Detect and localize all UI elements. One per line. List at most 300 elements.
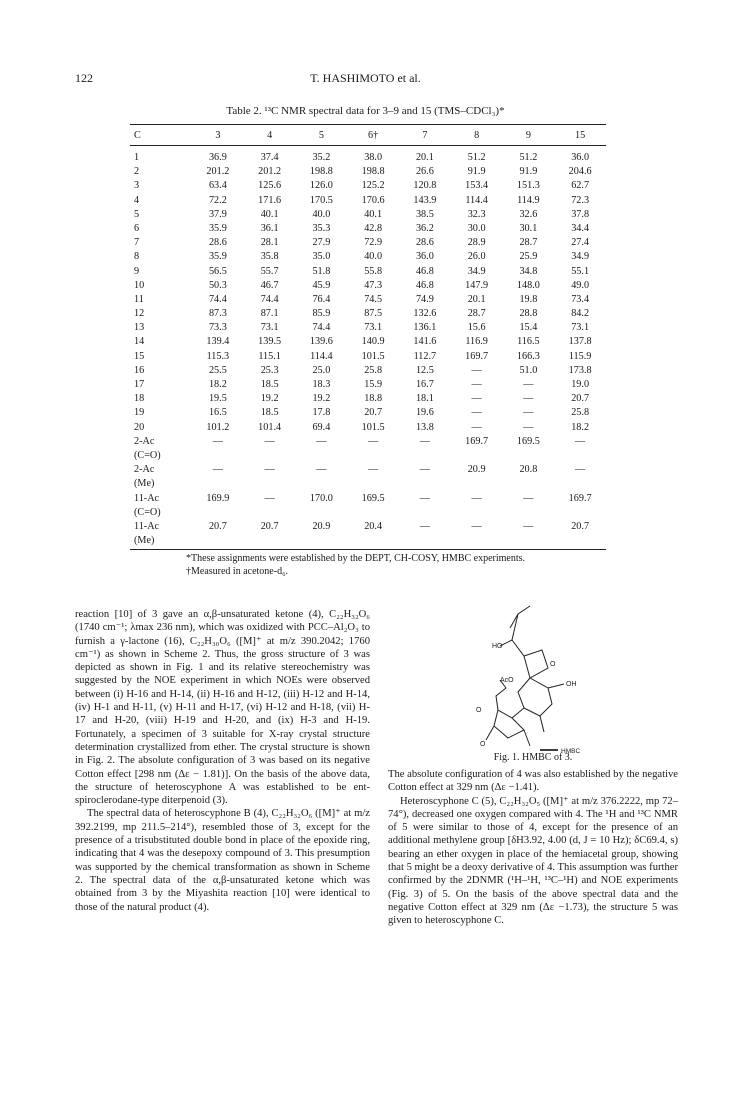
shift-value-cell: 101.5 xyxy=(361,350,385,362)
shift-value-cell: 16.5 xyxy=(208,407,227,419)
shift-value-cell: — xyxy=(575,464,586,476)
shift-value-cell: 116.5 xyxy=(517,336,540,348)
shift-value-cell: 85.9 xyxy=(312,308,331,320)
shift-value-cell: 35.0 xyxy=(312,251,331,263)
shift-value-cell: — xyxy=(471,364,482,376)
table-row xyxy=(130,223,606,237)
carbon-label-cell: 8 xyxy=(134,251,140,263)
shift-value-cell: 35.2 xyxy=(312,152,331,163)
shift-value-cell: 20.1 xyxy=(415,152,434,163)
shift-value-cell xyxy=(296,450,348,464)
shift-value-cell xyxy=(244,535,296,550)
shift-value-cell: 25.8 xyxy=(571,407,590,419)
shift-value-cell: 19.2 xyxy=(312,393,331,405)
shift-value-cell: 166.3 xyxy=(516,350,540,362)
shift-value-cell: 17.8 xyxy=(312,407,331,419)
shift-value-cell: 198.8 xyxy=(309,166,333,178)
shift-value-cell: 125.2 xyxy=(361,180,385,192)
shift-value-cell: — xyxy=(471,393,482,405)
page-number: 122 xyxy=(75,71,93,85)
shift-value-cell: 37.4 xyxy=(260,152,279,163)
nmr-table xyxy=(130,124,606,550)
shift-value-cell: 51.0 xyxy=(519,364,538,376)
table-row xyxy=(130,308,606,322)
shift-value-cell: 101.5 xyxy=(361,421,385,433)
shift-value-cell: 19.0 xyxy=(571,379,590,390)
table-row xyxy=(130,436,606,450)
shift-value-cell: 91.9 xyxy=(519,166,538,178)
shift-value-cell xyxy=(192,535,244,550)
shift-value-cell: — xyxy=(212,464,223,476)
shift-value-cell: 40.0 xyxy=(312,208,331,220)
column-header: 9 xyxy=(525,130,531,141)
shift-value-cell: 136.1 xyxy=(413,322,437,334)
shift-value-cell: 73.4 xyxy=(571,293,590,305)
shift-value-cell: — xyxy=(471,407,482,419)
shift-value-cell: 35.9 xyxy=(208,222,227,234)
shift-value-cell: 169.5 xyxy=(361,492,385,504)
shift-value-cell: 40.1 xyxy=(364,208,383,220)
carbon-label-cell: 7 xyxy=(134,237,140,249)
shift-value-cell: — xyxy=(471,520,482,532)
shift-value-cell: — xyxy=(523,379,534,390)
carbon-label-cell: 19 xyxy=(134,407,145,419)
paragraph: Heteroscyphone C (5), C₂₂H₃₂O₅ ([M]⁺ at m/z 376.2222, mp 72–74°), decreased one oxygen compared with 4. The ¹H and ¹³C NMR of 5 were similar to those of 4, except for the presence of an additional methylene group [δH3.92, 4.00 (d, J = 10 Hz); δC69.4, s) bearing an ether oxygen in place of the hemiacetal group, showing that 5 might be a deoxy derivative of 4. This assumption was further confirmed by the 2DNMR (¹H–¹H, ¹³C–¹H) and NOE experiments (Fig. 3) of 5. On the basis of the above spectral data and the negative Cotton effect at 329 nm (Δε −1.73), the structure 5 was given to heteroscyphone C. xyxy=(388,795,678,927)
shift-value-cell xyxy=(451,535,503,550)
paragraph: The spectral data of heteroscyphone B (4), C₂₂H₃₂O₆ ([M]⁺ at m/z 392.2199, mp 211.5–214°), resembled those of 3, except for the presence of a trisubstituted double bond in place of the epoxide ring, indicating that 4 was the desepoxy compound of 3. This presumption was supported by the chemical transformation as shown in Scheme 2. The spectral data of the α,β-unsaturated ketone which was obtained from 3 by the Miyashita reaction [10] were identical to those of the natural product (4). xyxy=(75,808,370,913)
shift-value-cell: 170.6 xyxy=(361,194,385,206)
shift-value-cell: — xyxy=(471,379,482,390)
shift-value-cell: — xyxy=(471,421,482,433)
shift-value-cell: 198.8 xyxy=(361,166,385,178)
carbon-label-cell: 11 xyxy=(134,293,144,305)
shift-value-cell: 74.4 xyxy=(208,293,227,305)
shift-value-cell xyxy=(244,478,296,492)
shift-value-cell: 137.8 xyxy=(568,336,592,348)
shift-value-cell: 114.4 xyxy=(310,350,333,362)
shift-value-cell: 28.8 xyxy=(519,308,538,320)
shift-value-cell xyxy=(554,478,606,492)
shift-value-cell: 87.5 xyxy=(364,308,383,320)
shift-value-cell: 143.9 xyxy=(413,194,437,206)
hmbc-legend-label: HMBC xyxy=(561,748,581,755)
shift-value-cell xyxy=(296,507,348,521)
shift-value-cell xyxy=(192,478,244,492)
carbon-label-cell: 18 xyxy=(134,393,145,405)
shift-value-cell: 114.4 xyxy=(465,194,488,206)
shift-value-cell: 20.7 xyxy=(571,393,590,405)
shift-value-cell: 87.3 xyxy=(208,308,227,320)
column-header: 6† xyxy=(368,130,379,141)
right-text-column xyxy=(388,768,678,928)
shift-value-cell: — xyxy=(264,492,275,504)
table-row xyxy=(130,294,606,308)
shift-value-cell: 36.9 xyxy=(208,152,227,163)
shift-value-cell: 73.1 xyxy=(571,322,590,334)
shift-value-cell: 73.1 xyxy=(364,322,383,334)
shift-value-cell: 20.7 xyxy=(571,520,590,532)
shift-value-cell: 18.8 xyxy=(364,393,383,405)
shift-value-cell: 20.9 xyxy=(312,520,331,532)
shift-value-cell: 13.8 xyxy=(415,421,434,433)
shift-value-cell: 35.9 xyxy=(208,251,227,263)
shift-value-cell: — xyxy=(471,492,482,504)
shift-value-cell: 25.5 xyxy=(208,364,227,376)
table-row xyxy=(130,450,606,464)
shift-value-cell: 139.4 xyxy=(206,336,230,348)
carbon-label-cell: 15 xyxy=(134,350,145,362)
shift-value-cell: — xyxy=(419,520,430,532)
paragraph: The absolute configuration of 4 was also established by the negative Cotton effect at 329 nm (Δε −1.41). xyxy=(388,769,678,794)
shift-value-cell: 87.1 xyxy=(260,308,279,320)
table-row xyxy=(130,379,606,393)
shift-value-cell: — xyxy=(523,492,534,504)
shift-value-cell: 46.8 xyxy=(415,279,434,291)
shift-value-cell: 18.5 xyxy=(260,407,279,419)
carbon-label-cell: 13 xyxy=(134,322,145,334)
shift-value-cell xyxy=(347,450,399,464)
shift-value-cell: 139.5 xyxy=(258,336,282,348)
shift-value-cell: 28.7 xyxy=(467,308,486,320)
shift-value-cell: 28.9 xyxy=(467,237,486,249)
shift-value-cell: 36.0 xyxy=(571,152,590,163)
shift-value-cell: 20.7 xyxy=(364,407,383,419)
table-row xyxy=(130,146,606,167)
shift-value-cell: 15.4 xyxy=(519,322,538,334)
shift-value-cell: 25.0 xyxy=(312,364,331,376)
shift-value-cell: 73.3 xyxy=(208,322,227,334)
carbon-label-cell: 17 xyxy=(134,379,145,390)
shift-value-cell: 55.7 xyxy=(260,265,279,277)
shift-value-cell: 35.3 xyxy=(312,222,331,234)
table-row xyxy=(130,393,606,407)
table-row xyxy=(130,251,606,265)
shift-value-cell: — xyxy=(264,435,275,447)
shift-value-cell: 51.2 xyxy=(467,152,486,163)
shift-value-cell: 37.8 xyxy=(571,208,590,220)
shift-value-cell: 120.8 xyxy=(413,180,437,192)
shift-value-cell: 42.8 xyxy=(364,222,383,234)
shift-value-cell: 148.0 xyxy=(516,279,540,291)
shift-value-cell: 101.2 xyxy=(206,421,230,433)
shift-value-cell: 30.0 xyxy=(467,222,486,234)
shift-value-cell: 63.4 xyxy=(208,180,227,192)
shift-value-cell: 141.6 xyxy=(413,336,437,348)
table-row xyxy=(130,237,606,251)
shift-value-cell: — xyxy=(264,464,275,476)
shift-value-cell: 76.4 xyxy=(312,293,331,305)
shift-value-cell xyxy=(503,478,555,492)
label-o-lactone: O xyxy=(550,661,556,668)
footnote-solvent: †Measured in acetone-d₆. xyxy=(186,565,289,577)
shift-value-cell: 74.9 xyxy=(415,293,434,305)
carbon-label-cell: 20 xyxy=(134,421,145,433)
table-row xyxy=(130,266,606,280)
shift-value-cell: 201.2 xyxy=(258,166,282,178)
shift-value-cell: 36.1 xyxy=(260,222,279,234)
shift-value-cell xyxy=(451,507,503,521)
table-row xyxy=(130,351,606,365)
table-row xyxy=(130,180,606,194)
shift-value-cell: 18.5 xyxy=(260,379,279,390)
shift-value-cell: 19.8 xyxy=(519,293,538,305)
shift-value-cell: 20.1 xyxy=(467,293,486,305)
carbon-label-cell: 2-Ac xyxy=(134,435,155,447)
hmbc-structure-diagram xyxy=(440,600,620,760)
shift-value-cell: 114.9 xyxy=(517,194,540,206)
running-header: T. HASHIMOTO et al. xyxy=(310,71,421,85)
table-caption: Table 2. ¹³C NMR spectral data for 3–9 and 15 (TMS–CDCl₃)* xyxy=(226,105,505,117)
shift-value-cell xyxy=(503,535,555,550)
carbon-label-cell: (Me) xyxy=(134,535,155,547)
shift-value-cell: — xyxy=(523,393,534,405)
carbon-label-cell: 11-Ac xyxy=(134,492,160,504)
shift-value-cell: 55.8 xyxy=(364,265,383,277)
shift-value-cell: 55.1 xyxy=(571,265,590,277)
shift-value-cell: 38.0 xyxy=(364,152,383,163)
carbon-label-cell: 12 xyxy=(134,308,145,320)
carbon-label-cell: 1 xyxy=(134,152,140,163)
shift-value-cell: 34.9 xyxy=(467,265,486,277)
shift-value-cell: — xyxy=(523,407,534,419)
carbon-label-cell: 2 xyxy=(134,166,140,178)
shift-value-cell: 28.7 xyxy=(519,237,538,249)
column-header: 15 xyxy=(575,130,586,141)
shift-value-cell: 20.7 xyxy=(260,520,279,532)
shift-value-cell: 27.4 xyxy=(571,237,590,249)
column-header: 5 xyxy=(318,130,324,141)
shift-value-cell: 62.7 xyxy=(571,180,590,192)
shift-value-cell: 38.5 xyxy=(415,208,434,220)
table-row xyxy=(130,493,606,507)
footnote-assignments: *These assignments were established by the DEPT, CH-COSY, HMBC experiments. xyxy=(186,553,526,564)
shift-value-cell xyxy=(503,507,555,521)
shift-value-cell: 26.6 xyxy=(415,166,434,178)
shift-value-cell: 74.4 xyxy=(312,322,331,334)
shift-value-cell: 169.7 xyxy=(465,350,489,362)
carbon-label-cell: (Me) xyxy=(134,478,155,490)
carbon-label-cell: 16 xyxy=(134,364,145,376)
shift-value-cell: — xyxy=(368,435,379,447)
shift-value-cell: 19.5 xyxy=(208,393,227,405)
shift-value-cell: 72.2 xyxy=(208,194,227,206)
table-row xyxy=(130,507,606,521)
shift-value-cell xyxy=(244,507,296,521)
shift-value-cell: 169.9 xyxy=(206,492,230,504)
shift-value-cell: 34.4 xyxy=(571,222,590,234)
column-header: 8 xyxy=(474,130,480,141)
shift-value-cell: 16.7 xyxy=(415,379,434,390)
shift-value-cell: — xyxy=(419,492,430,504)
label-o-epoxide: O xyxy=(480,741,486,748)
shift-value-cell xyxy=(451,450,503,464)
shift-value-cell xyxy=(399,450,451,464)
shift-value-cell: 34.8 xyxy=(519,265,538,277)
table-body xyxy=(130,146,606,550)
shift-value-cell: 18.1 xyxy=(415,393,434,405)
shift-value-cell: — xyxy=(419,435,430,447)
shift-value-cell: 132.6 xyxy=(413,308,437,320)
shift-value-cell: 170.0 xyxy=(309,492,333,504)
shift-value-cell: — xyxy=(368,464,379,476)
shift-value-cell: 49.0 xyxy=(571,279,590,291)
shift-value-cell: 15.6 xyxy=(467,322,486,334)
table-row xyxy=(130,209,606,223)
table-row xyxy=(130,336,606,350)
carbon-label-cell: 3 xyxy=(134,180,140,192)
column-header: 7 xyxy=(422,130,428,141)
table-row xyxy=(130,407,606,421)
shift-value-cell: 72.3 xyxy=(571,194,590,206)
shift-value-cell: 50.3 xyxy=(208,279,227,291)
carbon-label-cell: 4 xyxy=(134,194,140,206)
carbon-label-cell: 11-Ac xyxy=(134,520,160,532)
shift-value-cell: 20.4 xyxy=(364,520,383,532)
shift-value-cell: 116.9 xyxy=(465,336,488,348)
shift-value-cell: 115.1 xyxy=(258,350,281,362)
shift-value-cell: 91.9 xyxy=(467,166,486,178)
shift-value-cell: 30.1 xyxy=(519,222,538,234)
shift-value-cell: 171.6 xyxy=(258,194,282,206)
shift-value-cell: 153.4 xyxy=(465,180,489,192)
shift-value-cell xyxy=(503,450,555,464)
label-o-ketone: O xyxy=(476,707,482,714)
carbon-label-cell: 10 xyxy=(134,279,145,291)
shift-value-cell: 40.1 xyxy=(260,208,279,220)
shift-value-cell: 15.9 xyxy=(364,379,383,390)
shift-value-cell: 19.2 xyxy=(260,393,279,405)
shift-value-cell: 27.9 xyxy=(312,237,331,249)
carbon-label-cell: 2-Ac xyxy=(134,464,155,476)
column-header: 4 xyxy=(267,130,273,141)
shift-value-cell: 18.2 xyxy=(208,379,227,390)
shift-value-cell xyxy=(554,450,606,464)
shift-value-cell: 47.3 xyxy=(364,279,383,291)
shift-value-cell: 169.7 xyxy=(465,435,489,447)
shift-value-cell: 173.8 xyxy=(568,364,592,376)
column-header: C xyxy=(134,130,141,141)
shift-value-cell xyxy=(347,507,399,521)
shift-value-cell xyxy=(399,535,451,550)
carbon-label-cell: (C=O) xyxy=(134,506,161,518)
shift-value-cell: 46.7 xyxy=(260,279,279,291)
shift-value-cell: 34.9 xyxy=(571,251,590,263)
table-row xyxy=(130,464,606,478)
shift-value-cell: — xyxy=(316,464,327,476)
shift-value-cell: 69.4 xyxy=(312,421,331,433)
carbon-label-cell: 5 xyxy=(134,208,140,220)
table-row xyxy=(130,478,606,492)
column-header: 3 xyxy=(215,130,221,141)
table-header-row xyxy=(130,125,606,146)
shift-value-cell: — xyxy=(212,435,223,447)
shift-value-cell: 72.9 xyxy=(364,237,383,249)
table-row xyxy=(130,521,606,535)
shift-value-cell: — xyxy=(523,421,534,433)
shift-value-cell: 139.6 xyxy=(309,336,333,348)
table-row xyxy=(130,166,606,180)
shift-value-cell: 201.2 xyxy=(206,166,230,178)
shift-value-cell xyxy=(554,507,606,521)
table-row xyxy=(130,365,606,379)
shift-value-cell: 36.0 xyxy=(415,251,434,263)
shift-value-cell: 151.3 xyxy=(516,180,540,192)
shift-value-cell xyxy=(296,535,348,550)
shift-value-cell: 40.0 xyxy=(364,251,383,263)
shift-value-cell: 46.8 xyxy=(415,265,434,277)
label-aco: AcO xyxy=(500,677,514,684)
shift-value-cell: 26.0 xyxy=(467,251,486,263)
shift-value-cell: 126.0 xyxy=(309,180,333,192)
figure-caption: Fig. 1. HMBC of 3. xyxy=(493,752,573,763)
shift-value-cell: 112.7 xyxy=(413,350,437,362)
shift-value-cell: 18.3 xyxy=(312,379,331,390)
shift-value-cell: 35.8 xyxy=(260,251,279,263)
carbon-label-cell: 14 xyxy=(134,336,145,348)
carbon-label-cell: 6 xyxy=(134,222,140,234)
shift-value-cell: 125.6 xyxy=(258,180,282,192)
shift-value-cell: — xyxy=(523,520,534,532)
shift-value-cell: 28.6 xyxy=(415,237,434,249)
shift-value-cell: 84.2 xyxy=(571,308,590,320)
shift-value-cell: 28.1 xyxy=(260,237,279,249)
shift-value-cell: 140.9 xyxy=(361,336,385,348)
left-text-column xyxy=(75,608,370,914)
shift-value-cell: 36.2 xyxy=(415,222,434,234)
shift-value-cell xyxy=(451,478,503,492)
shift-value-cell: 74.4 xyxy=(260,293,279,305)
shift-value-cell: 25.9 xyxy=(519,251,538,263)
shift-value-cell xyxy=(347,478,399,492)
shift-value-cell: 115.9 xyxy=(568,350,592,362)
shift-value-cell: 28.6 xyxy=(208,237,227,249)
table-footnotes xyxy=(186,553,525,578)
table-row xyxy=(130,535,606,550)
shift-value-cell: 169.5 xyxy=(516,435,540,447)
shift-value-cell: 25.3 xyxy=(260,364,279,376)
shift-value-cell: 147.9 xyxy=(465,279,489,291)
shift-value-cell: 32.3 xyxy=(467,208,486,220)
carbon-label-cell: 9 xyxy=(134,265,140,277)
shift-value-cell: 32.6 xyxy=(519,208,538,220)
shift-value-cell xyxy=(399,507,451,521)
shift-value-cell: 56.5 xyxy=(208,265,227,277)
table-row xyxy=(130,322,606,336)
shift-value-cell xyxy=(399,478,451,492)
shift-value-cell: 37.9 xyxy=(208,208,227,220)
shift-value-cell: 51.8 xyxy=(312,265,331,277)
shift-value-cell: 20.8 xyxy=(519,464,538,476)
shift-value-cell: — xyxy=(419,464,430,476)
shift-value-cell: — xyxy=(316,435,327,447)
table-row xyxy=(130,422,606,436)
shift-value-cell: 20.9 xyxy=(467,464,486,476)
shift-value-cell xyxy=(296,478,348,492)
shift-value-cell xyxy=(192,450,244,464)
shift-value-cell: 19.6 xyxy=(415,407,434,419)
shift-value-cell xyxy=(347,535,399,550)
shift-value-cell: 20.7 xyxy=(208,520,227,532)
shift-value-cell: 12.5 xyxy=(415,364,434,376)
table-row xyxy=(130,195,606,209)
shift-value-cell: 169.7 xyxy=(568,492,592,504)
carbon-label-cell: (C=O) xyxy=(134,449,161,461)
shift-value-cell: 51.2 xyxy=(519,152,538,163)
shift-value-cell xyxy=(192,507,244,521)
shift-value-cell xyxy=(554,535,606,550)
label-oh: OH xyxy=(566,681,577,688)
shift-value-cell: 73.1 xyxy=(260,322,279,334)
